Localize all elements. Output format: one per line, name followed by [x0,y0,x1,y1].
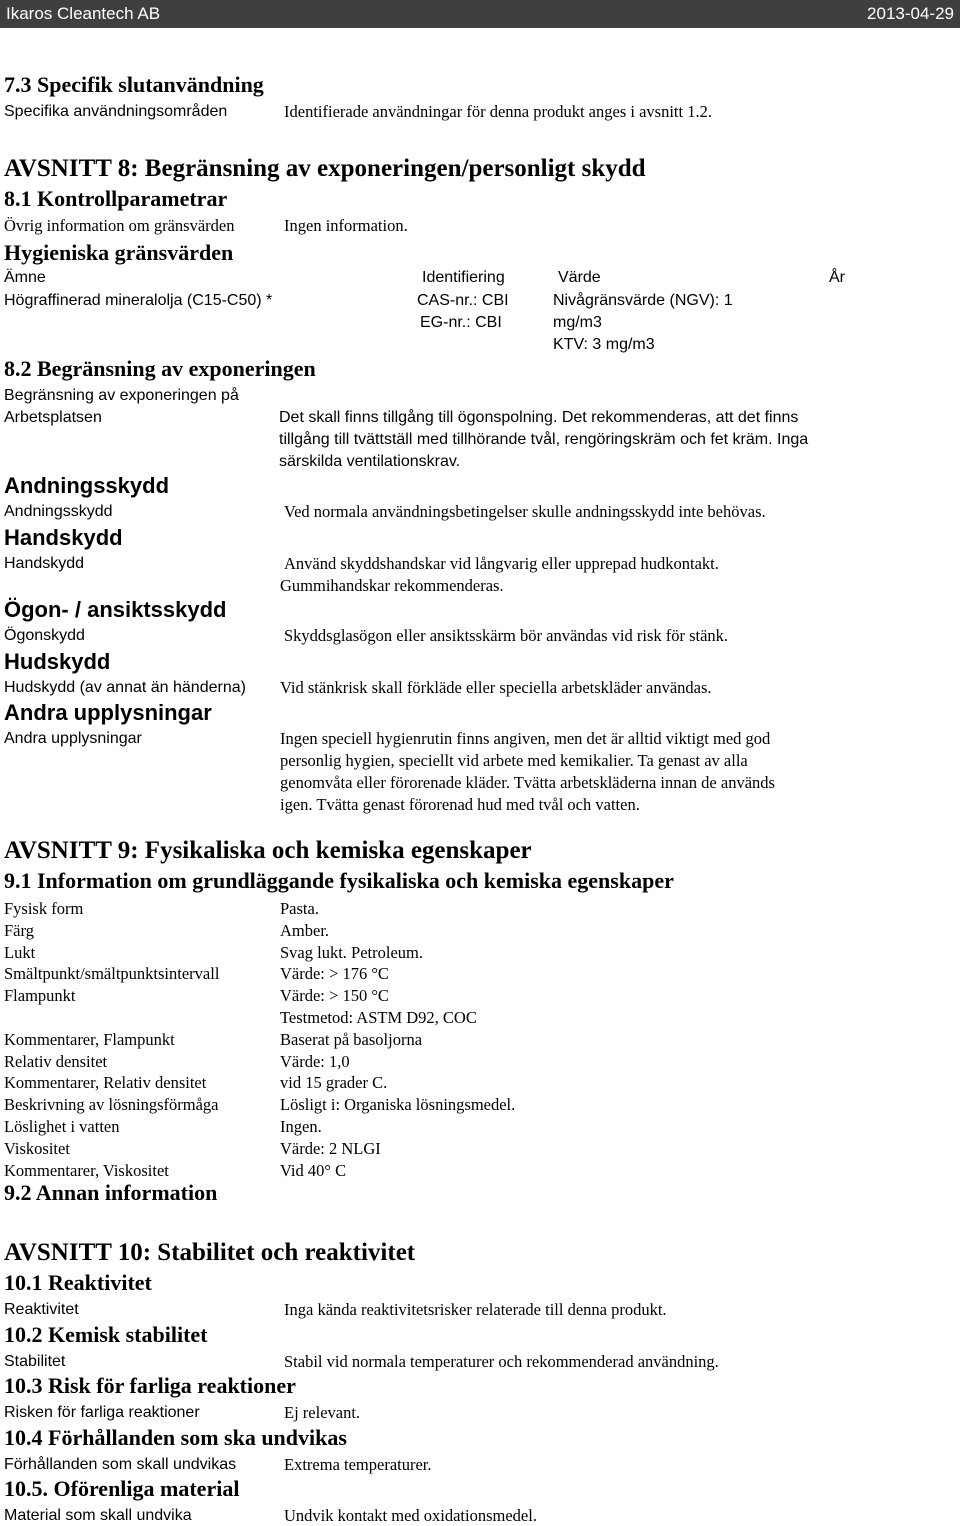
property-value: Baserat på basoljorna [280,1029,423,1049]
subsection-title: 10.3 Risk för farliga reaktioner [4,1373,296,1398]
subsection-label: Risken för farliga reaktioner [4,1404,200,1421]
begransning-label-1: Begränsning av exponeringen på [4,387,239,404]
table-value-line-3: KTV: 3 mg/m3 [553,336,655,353]
property-value: Pasta. [280,899,319,918]
page-header [0,0,960,28]
andra-upplysningar-label: Andra upplysningar [4,730,142,747]
hudskydd-title: Hudskydd [4,649,111,674]
handskydd-label: Handskydd [4,555,85,572]
subsection-label: Förhållanden som skall undvikas [4,1455,237,1473]
section-8-1-title: 8.1 Kontrollparametrar [4,186,228,211]
property-value: Testmetod: ASTM D92, COC [280,1008,477,1027]
section-10-title: AVSNITT 10: Stabilitet och reaktivitet [4,1239,416,1266]
ogonskydd-value: Skyddsglasögon eller ansiktsskärm bör användas vid risk för stänk. [284,626,729,645]
hygien-title: Hygieniska gränsvärden [4,240,234,265]
ovrig-label: Övrig information om gränsvärden [4,216,235,235]
property-label: Fysisk form [4,899,84,918]
subsection-label: Material som skall undvika [4,1507,192,1524]
andra-upplysningar-line-3: genomvåta eller förorenade kläder. Tvätta arbetskläderna innan de används [280,773,775,792]
document-date: 2013-04-29 [867,4,954,23]
hudskydd-label: Hudskydd (av annat än händerna) [4,679,246,696]
section-9-2-title: 9.2 Annan information [4,1180,218,1205]
andra-upplysningar-line-1: Ingen speciell hygienrutin finns angiven, men det är alltid viktigt med god [280,729,771,748]
section-7-3-label: Specifika användningsområden [4,103,228,120]
hudskydd-value: Vid stänkrisk skall förkläde eller speciella arbetskläder användas. [280,678,712,697]
subsection-value: Ej relevant. [284,1403,361,1422]
company-name: Ikaros Cleantech AB [6,4,161,23]
ogonskydd-title: Ögon- / ansiktsskydd [4,597,227,622]
table-eg-nr: EG-nr.: CBI [420,314,502,331]
andningsskydd-value: Ved normala användningsbetingelser skulle andningsskydd inte behövas. [284,502,766,521]
subsection-value: Extrema temperaturer. [284,1454,432,1474]
subsection-value: Inga kända reaktivitetsrisker relaterade till denna produkt. [284,1300,667,1319]
property-label: Viskositet [4,1138,70,1158]
property-value: Vid 40° C [280,1160,347,1180]
table-header-year: År [829,269,845,286]
subsection-value: Undvik kontakt med oxidationsmedel. [284,1506,537,1525]
property-label: Flampunkt [4,986,76,1006]
andra-upplysningar-title: Andra upplysningar [4,700,212,725]
property-value: Värde: > 176 °C [280,964,389,984]
ovrig-value: Ingen information. [284,216,408,235]
andra-upplysningar-line-2: personlig hygien, speciellt vid arbete med kemikalier. Ta genast av alla [280,751,748,770]
property-label: Smältpunkt/smältpunktsintervall [4,964,220,984]
subsection-title: 10.4 Förhållanden som ska undvikas [4,1424,347,1450]
subsection-title: 10.5. Oförenliga material [4,1476,240,1501]
begransning-value-line-3: särskilda ventilationskrav. [279,453,461,470]
property-label: Kommentarer, Flampunkt [4,1029,175,1049]
begransning-value-line-1: Det skall finns tillgång till ögonspolning. Det rekommenderas, att det finns [279,409,799,426]
property-value: Lösligt i: Organiska lösningsmedel. [280,1095,516,1115]
property-label: Kommentarer, Viskositet [4,1160,169,1180]
property-value: Värde: 2 NLGI [280,1138,381,1158]
subsection-label: Stabilitet [4,1352,66,1370]
table-substance: Högraffinerad mineralolja (C15-C50) * [4,292,273,309]
andningsskydd-label: Andningsskydd [4,503,113,520]
table-cas-nr: CAS-nr.: CBI [417,292,509,309]
handskydd-title: Handskydd [4,525,123,550]
property-value: Värde: 1,0 [280,1051,350,1071]
subsection-title: 10.2 Kemisk stabilitet [4,1321,208,1347]
table-value-line-1: Nivågränsvärde (NGV): 1 [553,292,733,309]
property-value: Amber. [280,920,330,940]
property-label: Lukt [4,942,36,962]
property-value: Svag lukt. Petroleum. [280,942,423,962]
andningsskydd-title: Andningsskydd [4,473,170,498]
section-8-2-title: 8.2 Begränsning av exponeringen [4,356,316,381]
property-value: Värde: > 150 °C [280,986,389,1006]
handskydd-value-line-1: Använd skyddshandskar vid långvarig eller upprepad hudkontakt. [284,554,719,573]
section-9-1-title: 9.1 Information om grundläggande fysikaliska och kemiska egenskaper [4,868,674,893]
property-value: vid 15 grader C. [280,1073,388,1093]
table-header-value: Värde [558,269,601,286]
table-header-substance: Ämne [4,269,46,286]
table-header-identification: Identifiering [422,269,505,286]
table-value-line-2: mg/m3 [553,314,602,331]
property-value: Ingen. [280,1117,322,1136]
section-7-3-title: 7.3 Specifik slutanvändning [4,72,264,97]
property-label: Beskrivning av lösningsförmåga [4,1095,219,1115]
begransning-label-2: Arbetsplatsen [4,409,102,426]
subsection-title: 10.1 Reaktivitet [4,1270,152,1295]
property-label: Relativ densitet [4,1051,108,1071]
section-8-title: AVSNITT 8: Begränsning av exponeringen/personligt skydd [4,155,646,182]
andra-upplysningar-line-4: igen. Tvätta genast förorenad hud med tvål och vatten. [280,795,640,814]
section-9-title: AVSNITT 9: Fysikaliska och kemiska egenskaper [4,837,532,864]
property-label: Färg [4,920,34,940]
begransning-value-line-2: tillgång till tvättställ med tillhörande tvål, rengöringskräm och fet kräm. Inga [279,431,809,448]
property-label: Kommentarer, Relativ densitet [4,1073,207,1093]
handskydd-value-line-2: Gummihandskar rekommenderas. [280,576,504,595]
subsection-value: Stabil vid normala temperaturer och rekommenderad användning. [284,1351,719,1371]
section-7-3-value: Identifierade användningar för denna produkt anges i avsnitt 1.2. [284,102,712,121]
ogonskydd-label: Ögonskydd [4,627,85,644]
subsection-label: Reaktivitet [4,1301,79,1318]
property-label: Löslighet i vatten [4,1117,120,1136]
